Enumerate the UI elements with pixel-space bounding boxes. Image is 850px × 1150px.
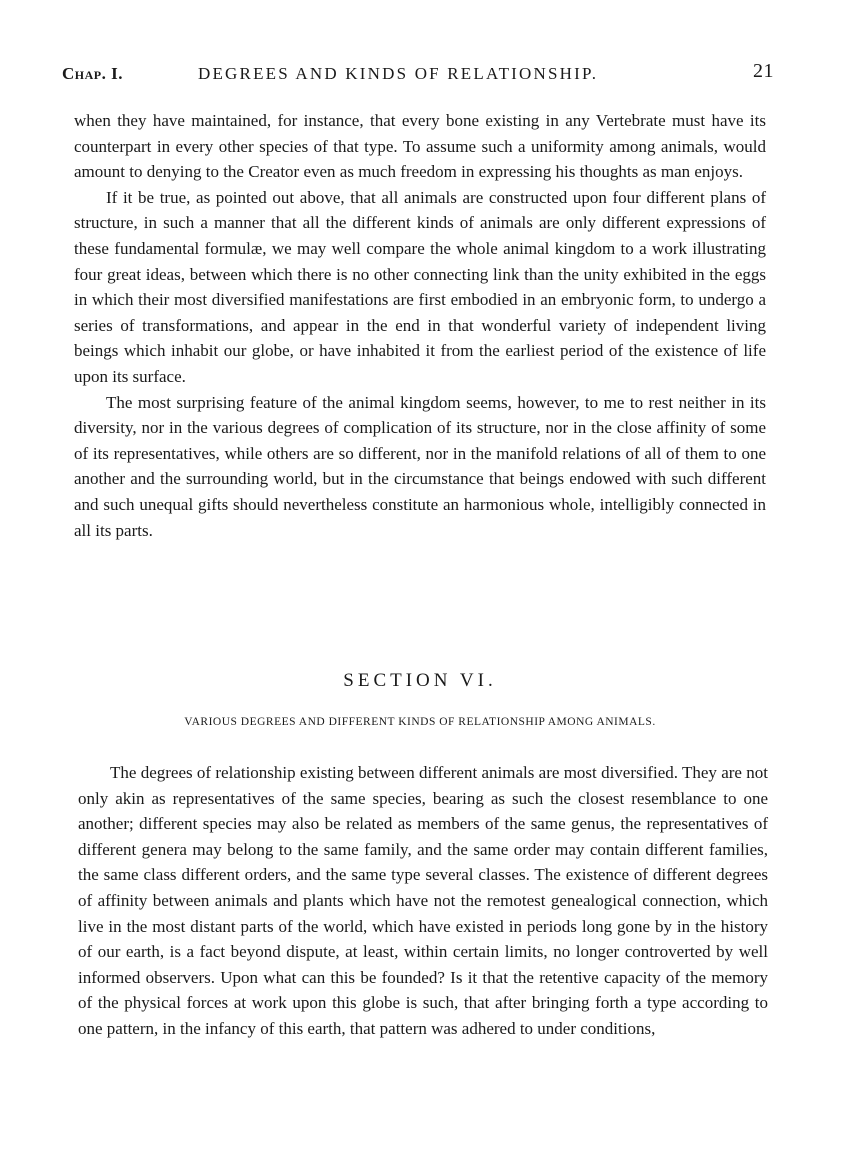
section-paragraph-1: The degrees of relationship existing between different animals are most diversified. They are not only akin as representatives of the same species, bearing as such the closest resemblance to one another; different species may also be related as members of the same genus, the representatives of different genera may belong to the same family, and the same order may contain different families, the same class different orders, and the same type several classes. The existence of different degrees of affinity between animals and plants which have not the remotest genealogical connection, which live in the most distant parts of the world, which have existed in periods long gone by in the history of our earth, is a fact beyond dispute, at least, within certain limits, no longer controverted by well informed observers. Upon what can this be founded? Is it that the retentive capacity of the memory of the physical forces at work upon this globe is such, that after bringing forth a type according to one pattern, in the infancy of this earth, that pattern was adhered to under conditions, [78, 763, 768, 1038]
section-body-text [78, 760, 768, 1042]
section-header [74, 670, 766, 728]
section-heading: SECTION VI. [343, 670, 497, 691]
paragraph-2: If it be true, as pointed out above, that all animals are constructed upon four different plans of structure, in such a manner that all the different kinds of animals are only different expressions of these fundamental formulæ, we may well compare the whole animal kingdom to a work illustrating four great ideas, between which there is no other connecting link than the unity exhibited in the eggs in which their most diversified manifestations are first embodied in an embryonic form, to undergo a series of transformations, and appear in the end in that wonderful variety of independent living beings which inhabit our globe, or have inhabited it from the earliest period of the existence of life upon its surface. [74, 187, 766, 386]
paragraph-3: The most surprising feature of the animal kingdom seems, however, to me to rest neither in its diversity, nor in the various degrees of complication of its structure, nor in the close affinity of some of its representatives, while others are so different, nor in the manifold relations of all of them to one another and the surrounding world, but in the circumstance that beings endowed with such different and such unequal gifts should nevertheless constitute an harmonious whole, intelligibly connected in all its parts. [74, 392, 766, 540]
running-title: DEGREES AND KINDS OF RELATIONSHIP. [198, 64, 599, 83]
paragraph-1: when they have maintained, for instance, that every bone existing in any Vertebrate must have its counterpart in every other species of that type. To assume such a uniformity among animals, would amount to denying to the Creator even as much freedom in expressing his thoughts as man enjoys. [74, 111, 766, 182]
running-head [62, 60, 774, 88]
body-text [74, 108, 766, 543]
page-number: 21 [753, 60, 774, 82]
chapter-label: Chap. I. [62, 64, 123, 83]
section-subtitle: VARIOUS DEGREES AND DIFFERENT KINDS OF RELATIONSHIP AMONG ANIMALS. [184, 716, 656, 728]
